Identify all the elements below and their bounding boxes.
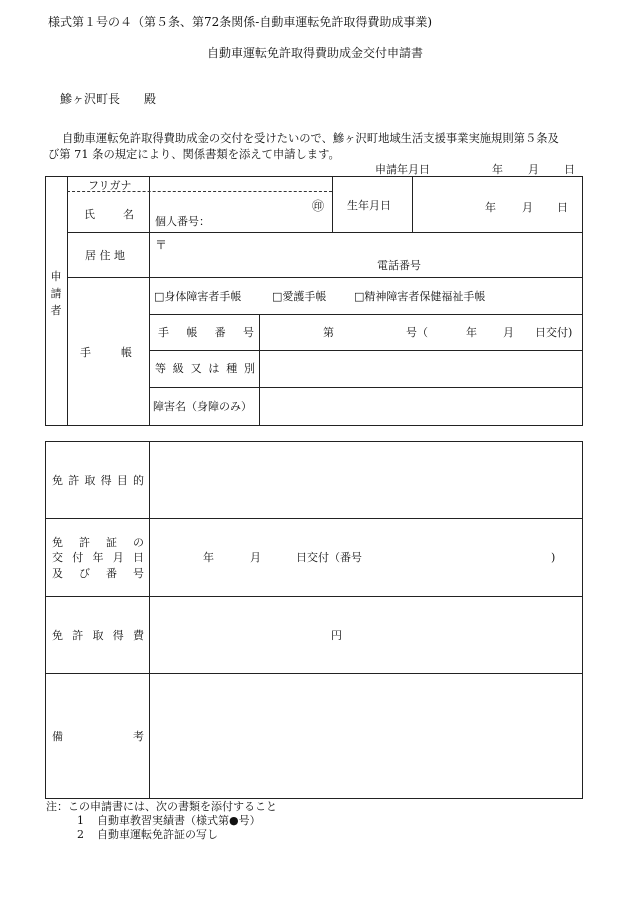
notebook-option-mental[interactable]: □精神障害者保健福祉手帳 <box>354 290 486 303</box>
notes-item-1-text: 自動車教習実績書（様式第●号） <box>97 814 261 827</box>
number-prefix: 第 <box>323 326 334 339</box>
disability-name-label: 障害名（身障のみ） <box>153 400 252 413</box>
notebook-label: 手 帳 <box>80 346 132 359</box>
cert-month: 月 <box>250 551 261 564</box>
address-label: 居 住 地 <box>85 249 125 262</box>
checkbox-icon[interactable]: □ <box>354 290 365 303</box>
furigana-label: フリガナ <box>88 179 132 192</box>
application-year: 年 <box>492 163 503 176</box>
grade-label: 等 級 又 は 種 別 <box>155 362 255 375</box>
cert-close: ) <box>551 551 556 564</box>
applicant-section-label: 申 請 者 <box>50 270 62 317</box>
cert-label-line-1: 免 許 証 の <box>52 536 144 549</box>
addressee: 鰺ヶ沢町長 殿 <box>60 92 157 106</box>
postal-mark: 〒 <box>155 238 168 252</box>
checkbox-icon[interactable]: □ <box>272 290 283 303</box>
name-label: 氏 名 <box>84 208 134 221</box>
application-month: 月 <box>528 163 539 176</box>
application-day: 日 <box>564 163 575 176</box>
form-number: 様式第１号の４（第５条、第72条関係-自動車運転免許取得費助成事業) <box>48 15 433 29</box>
cert-issue: 日交付（番号 <box>296 551 362 564</box>
issue-month: 月 <box>503 326 514 339</box>
notes-item-1-num: 1 <box>77 814 84 827</box>
application-date-label: 申請年月日 <box>375 163 430 176</box>
notebook-number-label: 手 帳 番 号 <box>158 326 254 339</box>
phone-label: 電話番号 <box>377 259 421 272</box>
license-table <box>45 441 583 799</box>
cert-year: 年 <box>203 551 214 564</box>
cert-label-line-2: 交 付 年 月 日 <box>52 551 144 564</box>
notes-item-2-text: 自動車運転免許証の写し <box>97 828 218 841</box>
number-suffix: 号（ <box>406 326 428 339</box>
intro-line-2: び第 71 条の規定により、関係書類を添えて申請します。 <box>48 148 340 161</box>
birth-month: 月 <box>522 201 533 214</box>
seal-icon: ㊞ <box>312 199 325 213</box>
cost-unit: 円 <box>331 629 342 642</box>
notebook-option-aigo[interactable]: □愛護手帳 <box>272 290 327 303</box>
cert-label-line-3: 及 び 番 号 <box>52 567 144 580</box>
document-title: 自動車運転免許取得費助成金交付申請書 <box>206 46 423 60</box>
notes-item-2-num: 2 <box>77 828 84 841</box>
birthdate-label: 生年月日 <box>347 199 391 212</box>
birth-day: 日 <box>557 201 568 214</box>
birth-year: 年 <box>485 201 496 214</box>
issue-year: 年 <box>466 326 477 339</box>
cost-label: 免 許 取 得 費 <box>52 629 144 642</box>
personal-number-label: 個人番号： <box>155 215 210 228</box>
intro-line-1: 自動車運転免許取得費助成金の交付を受けたいので、鰺ヶ沢町地域生活支援事業実施規則第５条及 <box>62 132 559 145</box>
notes-heading: 注：この申請書には、次の書類を添付すること <box>46 800 277 813</box>
checkbox-icon[interactable]: □ <box>154 290 165 303</box>
issue-day-suffix: 日交付) <box>535 326 573 339</box>
remarks-label: 備 考 <box>52 730 144 743</box>
notebook-option-physical[interactable]: □身体障害者手帳 <box>154 290 242 303</box>
purpose-label: 免 許 取 得 目 的 <box>52 474 144 487</box>
